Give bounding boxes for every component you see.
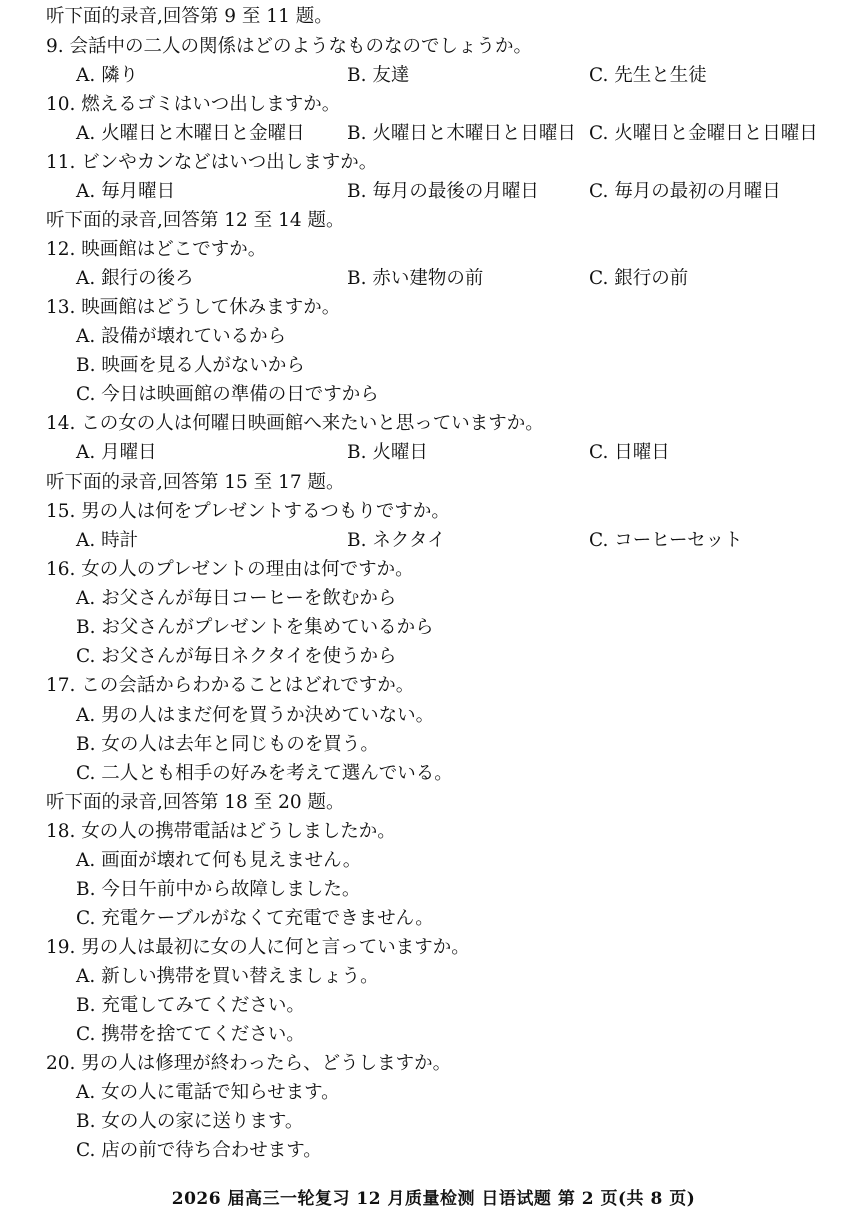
option-c: C. 日曜日	[589, 442, 670, 463]
option-b: B. 火曜日	[347, 442, 428, 463]
option-row	[0, 322, 867, 351]
option-c: C. 火曜日と金曜日と日曜日	[589, 123, 818, 144]
question-stem: 16. 女の人のプレゼントの理由は何ですか。	[46, 559, 414, 580]
option-a: A. 月曜日	[76, 442, 157, 463]
question-stem: 11. ビンやカンなどはいつ出しますか。	[46, 152, 378, 173]
page-footer: 2026 届高三一轮复习 12 月质量检测 日语试题 第 2 页(共 8 页)	[171, 1189, 696, 1209]
option-b: B. 火曜日と木曜日と日曜日	[347, 123, 576, 144]
option-row	[0, 1107, 867, 1136]
question-stem: 15. 男の人は何をプレゼントするつもりですか。	[46, 501, 450, 522]
option-row	[0, 264, 867, 293]
option-a: A. 火曜日と木曜日と金曜日	[76, 123, 305, 144]
option-c: C. お父さんが毎日ネクタイを使うから	[76, 646, 397, 667]
question-stem: 18. 女の人の携帯電話はどうしましたか。	[46, 821, 396, 842]
option-a: A. 女の人に電話で知らせます。	[76, 1082, 340, 1103]
option-b: B. 映画を見る人がないから	[76, 355, 305, 376]
option-a: A. お父さんが毎日コーヒーを飲むから	[76, 588, 397, 609]
option-a: A. 時計	[76, 530, 139, 551]
option-row	[0, 846, 867, 875]
option-row	[0, 1078, 867, 1107]
question-stem: 12. 映画館はどこですか。	[46, 239, 267, 260]
option-c: C. 先生と生徒	[589, 65, 707, 86]
option-a: A. 新しい携帯を買い替えましょう。	[76, 966, 379, 987]
section-instruction: 听下面的录音,回答第 12 至 14 题。	[46, 210, 345, 231]
option-row	[0, 701, 867, 730]
option-row	[0, 351, 867, 380]
option-b: B. 友達	[347, 65, 410, 86]
question-stem: 14. この女の人は何曜日映画館へ来たいと思っていますか。	[46, 413, 544, 434]
option-c: C. 銀行の前	[589, 268, 689, 289]
option-b: B. 今日午前中から故障しました。	[76, 879, 361, 900]
option-c: C. 店の前で待ち合わせます。	[76, 1140, 322, 1161]
option-row	[0, 438, 867, 467]
option-a: A. 隣り	[76, 65, 139, 86]
question-stem: 9. 会話中の二人の関係はどのようなものなのでしょうか。	[46, 36, 533, 57]
option-row	[0, 380, 867, 409]
option-b: B. 充電してみてください。	[76, 995, 305, 1016]
option-row	[0, 875, 867, 904]
option-row	[0, 526, 867, 555]
option-b: B. 女の人は去年と同じものを買う。	[76, 734, 379, 755]
option-b: B. お父さんがプレゼントを集めているから	[76, 617, 434, 638]
option-b: B. ネクタイ	[347, 530, 446, 551]
option-a: A. 画面が壊れて何も見えません。	[76, 850, 362, 871]
option-row	[0, 1136, 867, 1165]
option-c: C. 二人とも相手の好みを考えて選んでいる。	[76, 763, 453, 784]
option-c: C. 充電ケーブルがなくて充電できません。	[76, 908, 434, 929]
option-a: A. 男の人はまだ何を買うか決めていない。	[76, 705, 435, 726]
option-row	[0, 642, 867, 671]
option-row	[0, 730, 867, 759]
option-row	[0, 1020, 867, 1049]
question-stem: 17. この会話からわかることはどれですか。	[46, 675, 415, 696]
option-b: B. 女の人の家に送ります。	[76, 1111, 304, 1132]
option-c: C. 毎月の最初の月曜日	[589, 181, 781, 202]
option-row	[0, 991, 867, 1020]
option-b: B. 赤い建物の前	[347, 268, 484, 289]
option-row	[0, 904, 867, 933]
question-stem: 10. 燃えるゴミはいつ出しますか。	[46, 94, 341, 115]
option-a: A. 毎月曜日	[76, 181, 176, 202]
option-row	[0, 61, 867, 90]
option-a: A. 銀行の後ろ	[76, 268, 194, 289]
option-c: C. コーヒーセット	[589, 530, 743, 551]
option-row	[0, 177, 867, 206]
section-instruction: 听下面的录音,回答第 18 至 20 题。	[46, 792, 345, 813]
section-instruction: 听下面的录音,回答第 9 至 11 题。	[46, 6, 333, 27]
question-stem: 20. 男の人は修理が終わったら、どうしますか。	[46, 1053, 452, 1074]
option-row	[0, 119, 867, 148]
option-row	[0, 962, 867, 991]
option-c: C. 携帯を捨ててください。	[76, 1024, 305, 1045]
option-row	[0, 759, 867, 788]
option-row	[0, 613, 867, 642]
option-c: C. 今日は映画館の準備の日ですから	[76, 384, 379, 405]
question-stem: 13. 映画館はどうして休みますか。	[46, 297, 341, 318]
option-b: B. 毎月の最後の月曜日	[347, 181, 539, 202]
section-instruction: 听下面的录音,回答第 15 至 17 题。	[46, 472, 345, 493]
question-stem: 19. 男の人は最初に女の人に何と言っていますか。	[46, 937, 470, 958]
option-row	[0, 584, 867, 613]
option-a: A. 設備が壊れているから	[76, 326, 287, 347]
